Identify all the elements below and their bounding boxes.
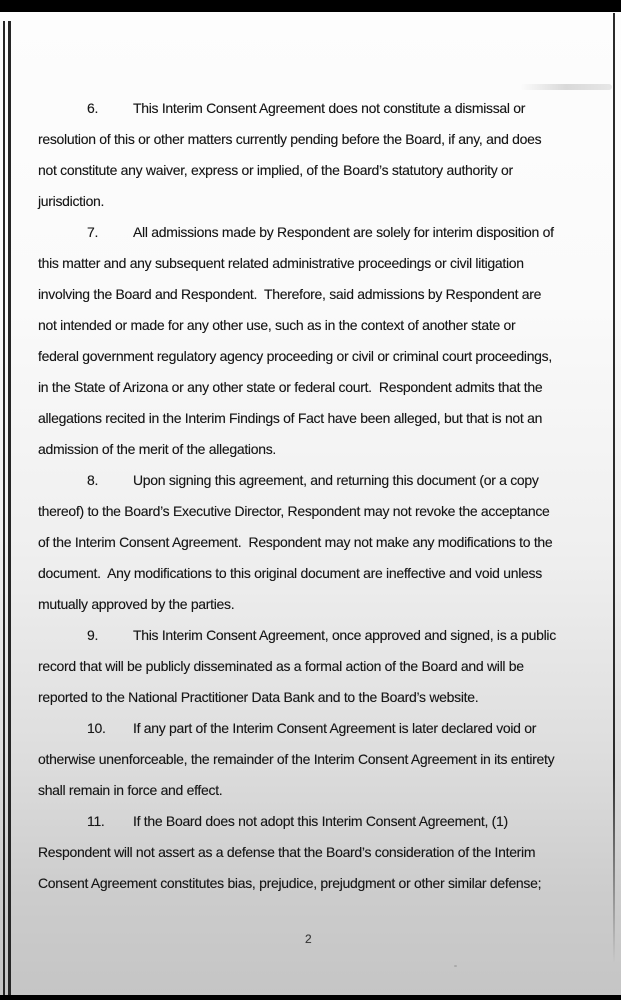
- scan-smudge: [520, 84, 612, 90]
- paragraph-number: 11.: [87, 813, 105, 829]
- letterbox-bottom-bar: [0, 995, 621, 1000]
- text-line: resolution of this or other matters currently pending before the Board, if any, and does: [38, 131, 542, 147]
- paragraph-number: 10.: [87, 720, 106, 736]
- paragraph-number: 9.: [87, 627, 99, 643]
- text-line: [38, 806, 613, 837]
- line-text: All admissions made by Respondent are solely for interim disposition of: [133, 224, 554, 240]
- text-line: Consent Agreement constitutes bias, prejudice, prejudgment or other similar defense;: [38, 875, 542, 891]
- text-line: shall remain in force and effect.: [38, 782, 223, 798]
- text-line: [38, 217, 613, 248]
- line-text: If the Board does not adopt this Interim Consent Agreement, (1): [133, 813, 508, 829]
- page-number: 2: [305, 932, 312, 946]
- scan-speck: [454, 965, 457, 967]
- text-line: record that will be publicly disseminated as a formal action of the Board and will be: [38, 658, 524, 674]
- line-text: This Interim Consent Agreement does not constitute a dismissal or: [133, 100, 526, 116]
- text-line: jurisdiction.: [38, 193, 105, 209]
- text-line: involving the Board and Respondent. Therefore, said admissions by Respondent are: [38, 286, 542, 302]
- text-line: admission of the merit of the allegations.: [38, 441, 276, 457]
- text-line: of the Interim Consent Agreement. Respondent may not make any modifications to the: [38, 534, 553, 550]
- text-line: not intended or made for any other use, such as in the context of another state or: [38, 317, 516, 333]
- text-line: Respondent will not assert as a defense that the Board’s consideration of the Interim: [38, 844, 536, 860]
- paragraph-number: 7.: [87, 224, 99, 240]
- page-edge-line-left-inner: [8, 21, 11, 995]
- text-line: not constitute any waiver, express or implied, of the Board’s statutory authority or: [38, 162, 513, 178]
- text-line: this matter and any subsequent related administrative proceedings or civil litigation: [38, 255, 524, 271]
- text-line: mutually approved by the parties.: [38, 596, 235, 612]
- text-line: reported to the National Practitioner Data Bank and to the Board’s website.: [38, 689, 479, 705]
- letterbox-top-bar: [0, 0, 621, 12]
- text-line: allegations recited in the Interim Findings of Fact have been alleged, but that is not an: [38, 410, 543, 426]
- text-line: document. Any modifications to this original document are ineffective and void unless: [38, 565, 542, 581]
- line-text: If any part of the Interim Consent Agreement is later declared void or: [133, 720, 537, 736]
- line-text: Upon signing this agreement, and returning this document (or a copy: [133, 472, 539, 488]
- line-text: This Interim Consent Agreement, once approved and signed, is a public: [133, 627, 556, 643]
- page-edge-line-right: [613, 13, 615, 963]
- text-line: [38, 93, 613, 124]
- text-line: [38, 465, 613, 496]
- text-line: in the State of Arizona or any other state or federal court. Respondent admits that the: [38, 379, 543, 395]
- text-line: [38, 620, 613, 651]
- document-body: [38, 93, 613, 899]
- paragraph-number: 8.: [87, 472, 99, 488]
- page-edge-line-left-outer: [3, 21, 5, 995]
- text-line: thereof) to the Board’s Executive Director, Respondent may not revoke the acceptance: [38, 503, 550, 519]
- text-line: [38, 713, 613, 744]
- paragraph-number: 6.: [87, 100, 99, 116]
- text-line: federal government regulatory agency proceeding or civil or criminal court proceedings,: [38, 348, 552, 364]
- text-line: otherwise unenforceable, the remainder of the Interim Consent Agreement in its entirety: [38, 751, 555, 767]
